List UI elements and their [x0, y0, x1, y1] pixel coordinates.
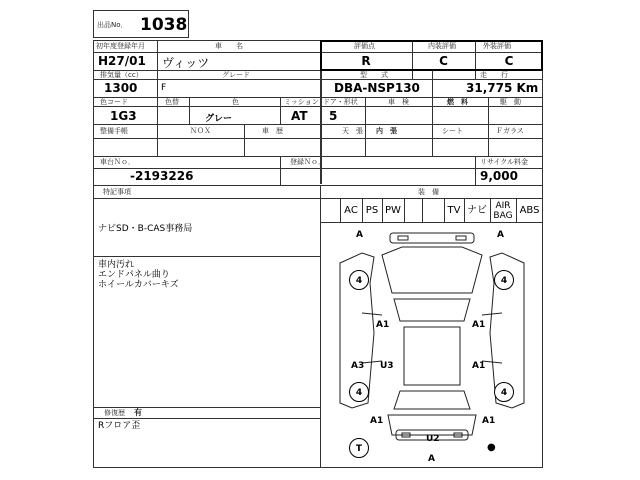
color: グレー — [205, 114, 233, 124]
damage-front-right: A — [497, 230, 504, 240]
rear-dot: ● — [487, 442, 496, 453]
car-name: ヴィッツ — [162, 56, 210, 70]
damage-wheel-rr: 4 — [494, 382, 514, 402]
seat-label: シート — [442, 127, 463, 135]
color-code: 1G3 — [110, 109, 137, 123]
mileage-label: 走 行 — [480, 71, 508, 79]
damage-wheel-fl: 4 — [349, 270, 369, 290]
equipment-ps: PS — [365, 205, 379, 216]
exterior-value: C — [504, 54, 514, 68]
damage-front-left: A — [356, 230, 363, 240]
exterior-label: 外装評価 — [483, 42, 511, 50]
manual-label: 整備手帳 — [100, 127, 128, 135]
drive-label: 駆 動 — [500, 98, 521, 106]
color-change-label: 色替 — [165, 98, 179, 106]
displacement: 1300 — [104, 81, 138, 95]
lot-number: 1038 — [140, 15, 188, 35]
lot-number-box — [93, 10, 189, 38]
chassis-label: 車台Ｎｏ． — [100, 158, 135, 166]
equipment-abs: ABS — [519, 205, 540, 216]
equipment-pw: PW — [385, 205, 401, 216]
doors: 5 — [329, 109, 338, 123]
damage-rear-bumper: U2 — [426, 434, 440, 444]
damage-door-fl: A1 — [376, 320, 390, 330]
registration-label: 登録Ｎｏ． — [290, 158, 325, 166]
notes-line1: ナビSD・B-CAS事務局 — [98, 224, 193, 234]
score-label: 評価点 — [354, 42, 375, 50]
recycle-fee: 9,000 — [480, 169, 518, 183]
mission-label: ミッション — [284, 98, 319, 106]
interior-label: 内装評価 — [428, 42, 456, 50]
fuel-label: 燃 料 — [447, 98, 468, 106]
history-label: 車 歴 — [262, 127, 283, 135]
model-label: 型 式 — [360, 71, 388, 79]
reg-year-label: 初年度登録年月 — [96, 42, 145, 50]
repair-detail: Rフロア歪 — [98, 421, 141, 431]
doors-label: ドア・形状 — [323, 98, 358, 106]
interior-value: C — [439, 54, 448, 68]
equipment-ac: AC — [344, 205, 358, 216]
equipment-label: 装 備 — [418, 188, 439, 196]
notes-line2: 車内汚れ エンドパネル曲り ホイールカバーキズ — [98, 260, 179, 290]
mileage: 31,775 Km — [466, 81, 539, 95]
damage-rear-left: A1 — [370, 416, 384, 426]
color-code-label: 色コード — [100, 98, 128, 106]
damage-side-left: A3 — [351, 361, 365, 371]
score-value: R — [361, 54, 371, 68]
mission: AT — [291, 109, 308, 123]
damage-rear-bottom: A — [428, 454, 435, 464]
damage-door-fr: A1 — [472, 320, 486, 330]
repair-value: 有 — [134, 408, 142, 417]
leather-label: 内 張 — [376, 127, 397, 135]
grade: F — [161, 83, 167, 93]
damage-center: U3 — [380, 361, 394, 371]
car-diagram — [322, 223, 542, 467]
repair-label: 修復歴 — [104, 409, 125, 417]
lot-number-label: 出品No． — [97, 21, 128, 29]
reg-year: H27/01 — [98, 54, 146, 68]
equipment-navi: ナビ — [467, 205, 487, 216]
grade-label: グレード — [222, 71, 250, 79]
sunroof-label: 天 張 — [342, 127, 363, 135]
inspection-label: 車 検 — [388, 98, 409, 106]
equipment-tv: TV — [447, 205, 461, 216]
damage-trunk: T — [349, 438, 369, 458]
displacement-label: 排気量（cc） — [100, 71, 143, 79]
glass-label: Ｆガラス — [496, 127, 524, 135]
damage-wheel-fr: 4 — [494, 270, 514, 290]
equipment-airbag: AIR BAG — [493, 201, 513, 221]
chassis-number: -2193226 — [130, 169, 194, 183]
nox-label: ＮＯＸ — [190, 127, 211, 135]
car-name-label: 車 名 — [215, 42, 243, 50]
color-label: 色 — [232, 98, 239, 106]
recycle-label: リサイクル料金 — [480, 158, 529, 166]
damage-wheel-rl: 4 — [349, 382, 369, 402]
damage-rear-right: A1 — [482, 416, 496, 426]
notes-label: 特記事項 — [103, 188, 131, 196]
model: DBA-NSP130 — [334, 81, 420, 95]
damage-door-rr: A1 — [472, 361, 486, 371]
